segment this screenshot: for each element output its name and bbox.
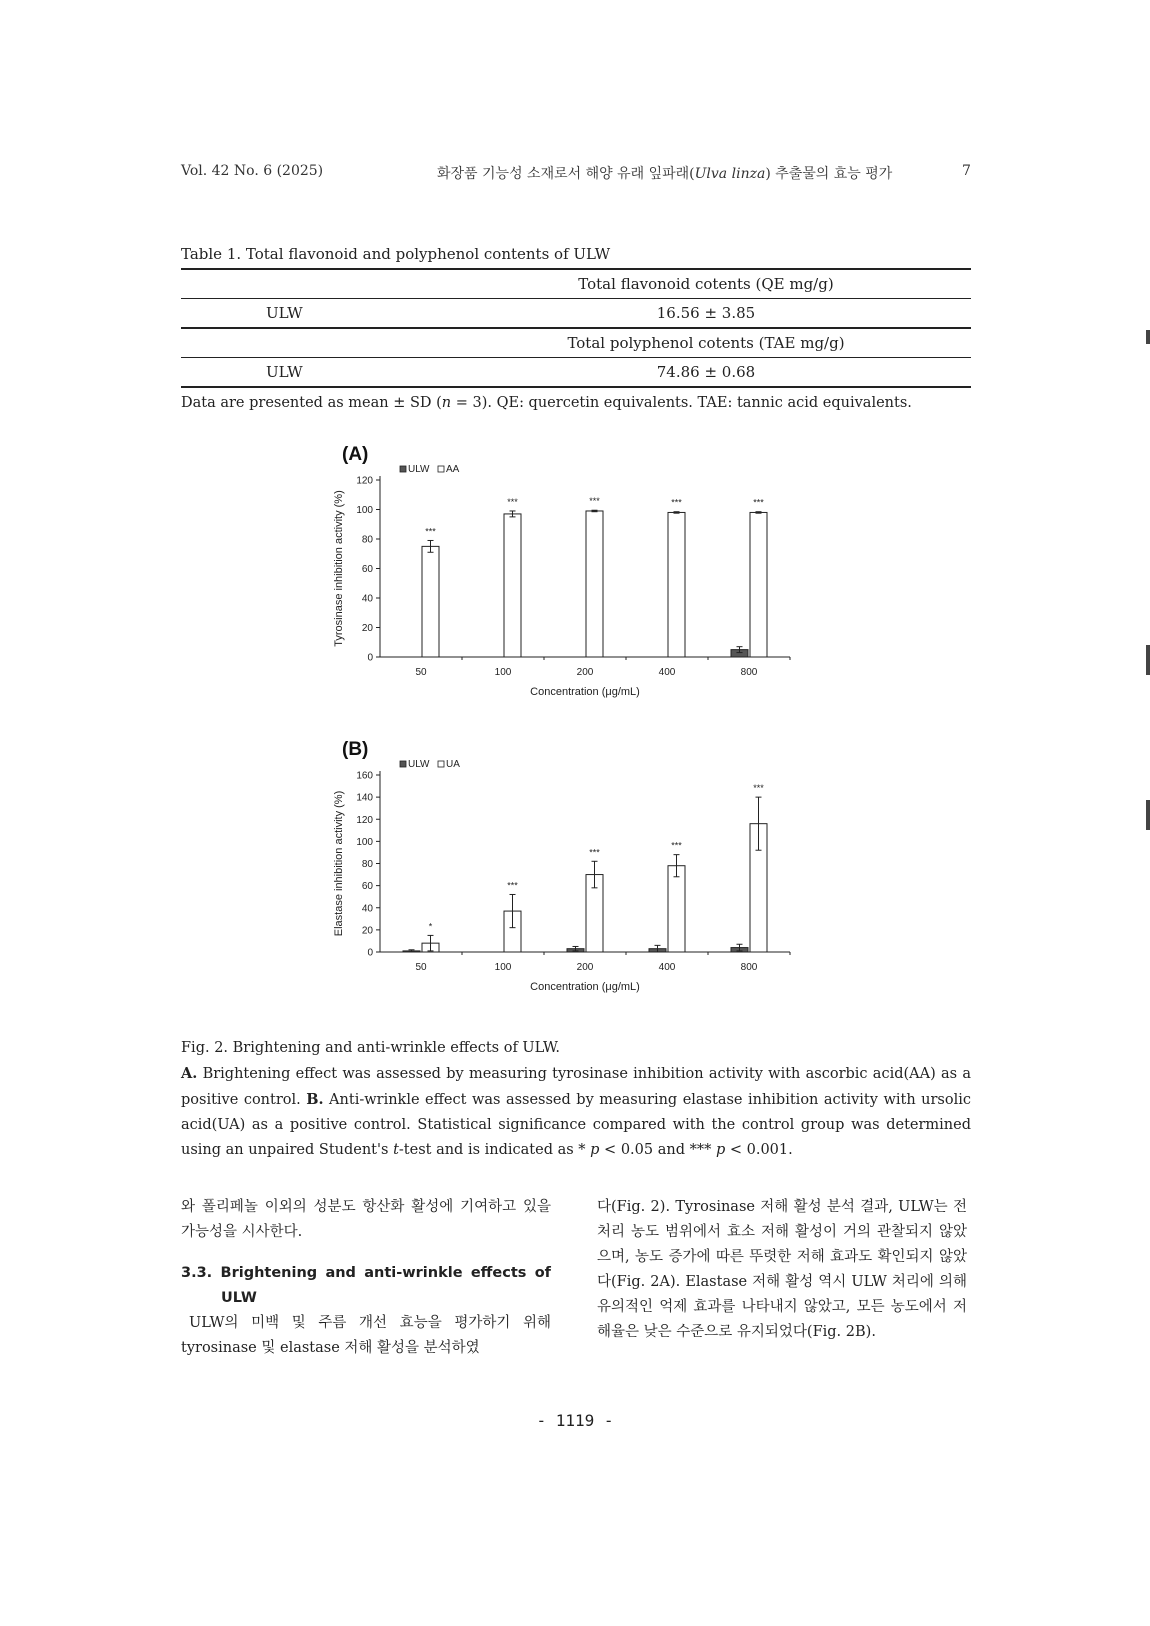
figure-description: A. Brightening effect was assessed by measuring tyrosinase inhibition activity with ascorbic acid(AA) as a positive control. B. Anti-wrinkle effect was assessed by measuring elastase inhibition activity with ursolic acid(UA) as a positive control. Statistical significance compared with the control group was determined using an unpaired Student's t-test and is indicated as * p < 0.05 and *** p < 0.001. [181,1065,971,1158]
right-column [597,1195,967,1345]
table-1 [181,268,971,388]
bar [668,512,685,657]
x-tick-label: 400 [658,667,676,678]
x-axis-label: Concentration (μg/mL) [530,686,640,698]
chart-b [330,740,820,1030]
y-tick-label: 100 [356,505,373,516]
chart-a [330,445,820,735]
legend-label: AA [446,464,460,475]
legend-label: UA [446,759,460,770]
x-tick-label: 100 [494,667,512,678]
significance-label: *** [507,880,518,891]
panel-label: (B) [342,740,369,760]
table-cell: ULW [181,358,441,388]
significance-label: *** [671,497,682,508]
panel-label: (A) [342,445,369,465]
section-heading: 3.3. Brightening and anti-wrinkle effects of ULW [181,1265,551,1306]
legend-swatch [438,466,444,472]
y-tick-label: 80 [361,859,373,870]
y-tick-label: 80 [361,534,373,546]
y-tick-label: 160 [356,770,373,782]
paragraph: 와 폴리페놀 이외의 성분도 항산화 활성에 기여하고 있을 가능성을 시사한다. [181,1199,551,1240]
scan-mark [1146,800,1150,830]
x-tick-label: 200 [576,962,594,973]
bar [586,511,603,657]
x-tick-label: 800 [740,667,758,678]
y-tick-label: 20 [361,925,373,937]
bar [668,866,685,952]
y-tick-label: 100 [356,836,373,848]
x-tick-label: 100 [494,962,512,973]
table-cell: ULW [266,304,303,322]
table-cell: Total flavonoid cotents (QE mg/g) [441,269,971,299]
legend-label: ULW [408,759,430,770]
y-tick-label: 120 [356,475,373,487]
x-tick-label: 50 [415,667,427,678]
paragraph: ULW의 미백 및 주름 개선 효능을 평가하기 위해 tyrosinase 및 elastase 저해 활성을 분석하였 [181,1315,551,1356]
legend-swatch [438,761,444,767]
table-note: Data are presented as mean ± SD (n = 3). QE: quercetin equivalents. TAE: tannic acid equivalents. [181,395,912,411]
x-tick-label: 800 [740,962,758,973]
table-row [181,358,971,388]
significance-label: *** [425,526,436,537]
x-tick-label: 200 [576,667,594,678]
figure-caption [181,1036,971,1163]
journal-volume: Vol. 42 No. 6 (2025) [181,163,324,179]
table-row [181,328,971,358]
significance-label: *** [753,783,764,794]
table-cell: 16.56 ± 3.85 [656,304,756,322]
significance-label: *** [589,847,600,858]
table-cell: 74.86 ± 0.68 [441,358,971,388]
y-tick-label: 140 [356,792,373,804]
x-tick-label: 400 [658,962,676,973]
page-number: - 1119 - [536,1411,614,1430]
legend-label: ULW [408,464,430,475]
x-axis-label: Concentration (μg/mL) [530,981,640,993]
significance-label: *** [671,840,682,851]
paragraph: 다(Fig. 2). Tyrosinase 저해 활성 분석 결과, ULW는 전 처리 농도 범위에서 효소 저해 활성이 거의 관찰되지 않았으며, 농도 증가에 따른 뚜렷한 저해 효과도 확인되지 않았다(Fig. 2A). Elastase 저해 활성 역시 ULW 처리에 의해 유의적인 억제 효과를 나타내지 않았고, 모든 농도에서 저해율은 낮은 수준으로 유지되었다(Fig. 2B). [597,1199,967,1340]
running-title: 화장품 기능성 소재로서 해양 유래 잎파래(Ulva linza) 추출물의 효능 평가 [437,166,893,182]
bar [504,514,521,657]
legend-swatch [400,761,406,767]
significance-label: *** [589,496,600,507]
y-axis-label: Elastase inhibition activity (%) [333,790,345,937]
legend-swatch [400,466,406,472]
table-row [181,299,971,329]
table-caption: Table 1. Total flavonoid and polyphenol contents of ULW [181,245,611,263]
table-cell [181,269,441,299]
significance-label: *** [507,496,518,507]
x-tick-label: 50 [415,962,427,973]
y-tick-label: 60 [361,881,373,893]
bar [422,546,439,657]
y-tick-label: 60 [361,564,373,575]
y-tick-label: 20 [361,623,373,634]
scan-mark [1146,330,1150,344]
table-row [181,269,971,299]
y-axis-label: Tyrosinase inhibition activity (%) [333,490,345,647]
header-page-number: 7 [962,163,971,179]
scan-mark [1146,645,1150,675]
y-tick-label: 0 [367,947,373,959]
y-tick-label: 120 [356,814,373,826]
significance-label: *** [753,497,764,508]
table-cell: Total polyphenol cotents (TAE mg/g) [441,328,971,358]
bar [750,512,767,657]
table-cell [181,328,441,358]
figure-title: Fig. 2. Brightening and anti-wrinkle effects of ULW. [181,1040,560,1056]
y-tick-label: 40 [361,593,373,605]
y-tick-label: 40 [361,903,373,915]
left-column [181,1195,551,1361]
y-tick-label: 0 [367,652,373,664]
significance-label: * [428,921,433,932]
